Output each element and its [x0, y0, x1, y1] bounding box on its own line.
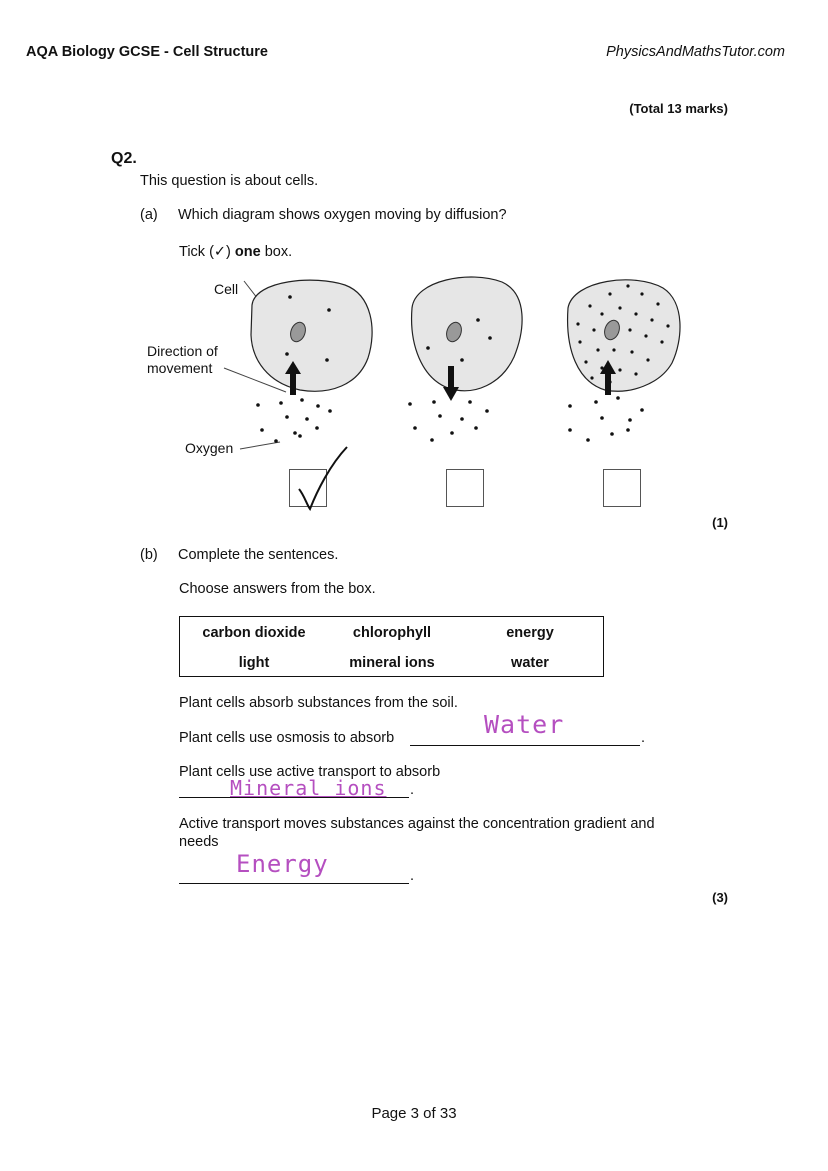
tick-box-3[interactable]: [603, 469, 641, 507]
answer-2-handwriting: Mineral ions: [230, 776, 387, 800]
oxygen-leader-line: [240, 442, 280, 449]
answer-line-1[interactable]: [410, 745, 640, 746]
label-cell: Cell: [214, 281, 239, 297]
diagram-3-cell: [568, 280, 680, 442]
part-b-label: (b): [140, 547, 158, 563]
label-direction-2: movement: [147, 360, 213, 376]
word-carbon-dioxide: carbon dioxide: [202, 625, 306, 641]
sentence-3-period: .: [410, 782, 415, 798]
answer-1-handwriting: Water: [484, 710, 565, 739]
diagram-1-cell: [251, 280, 372, 443]
check-icon: [295, 445, 351, 513]
word-water: water: [511, 655, 549, 671]
part-b-choose: Choose answers from the box.: [179, 581, 376, 597]
part-a-marks: (1): [712, 515, 728, 530]
page-current: 3: [410, 1105, 419, 1122]
diffusion-diagrams: [140, 270, 700, 470]
sentence-3: Plant cells use active transport to absorb: [179, 764, 441, 780]
tick-instruction-suffix: box.: [260, 244, 293, 260]
part-a-label: (a): [140, 207, 158, 223]
page-total: 33: [439, 1105, 457, 1122]
question-number: Q2.: [111, 150, 137, 167]
tick-instruction-prefix: Tick (✓): [179, 244, 235, 260]
tick-box-2[interactable]: [446, 469, 484, 507]
word-light: light: [238, 655, 270, 671]
word-box: [179, 616, 604, 677]
word-chlorophyll: chlorophyll: [352, 625, 432, 641]
part-a-prompt: Which diagram shows oxygen moving by diffusion?: [178, 207, 507, 223]
tick-instruction: [179, 244, 292, 260]
sentence-2: Plant cells use osmosis to absorb: [179, 730, 395, 746]
sentence-1: Plant cells absorb substances from the soil.: [179, 695, 458, 711]
label-direction-1: Direction of: [147, 343, 218, 359]
page-of: of: [423, 1105, 436, 1122]
answer-line-3[interactable]: [179, 883, 409, 884]
part-b-marks: (3): [712, 890, 728, 905]
word-energy: energy: [506, 625, 554, 641]
header-title: AQA Biology GCSE - Cell Structure: [26, 44, 268, 60]
answer-3-handwriting: Energy: [236, 850, 329, 878]
tick-instruction-bold: one: [234, 244, 261, 260]
header-site: PhysicsAndMathsTutor.com: [606, 44, 785, 60]
diagram-2-cell: [408, 277, 522, 442]
word-mineral-ions: mineral ions: [349, 655, 435, 671]
page-number: [0, 1105, 828, 1122]
sentence-4-line-1: Active transport moves substances against the concentration gradient and: [179, 816, 655, 832]
label-oxygen: Oxygen: [185, 440, 234, 456]
total-marks: (Total 13 marks): [629, 101, 728, 116]
part-b-prompt: Complete the sentences.: [178, 547, 339, 563]
sentence-4-line-2: needs: [179, 834, 219, 850]
answer-line-2[interactable]: [179, 797, 409, 798]
sentence-2-period: .: [641, 730, 646, 746]
page-prefix: Page: [371, 1105, 407, 1122]
sentence-4-period: .: [410, 868, 415, 884]
question-intro: This question is about cells.: [140, 173, 319, 189]
